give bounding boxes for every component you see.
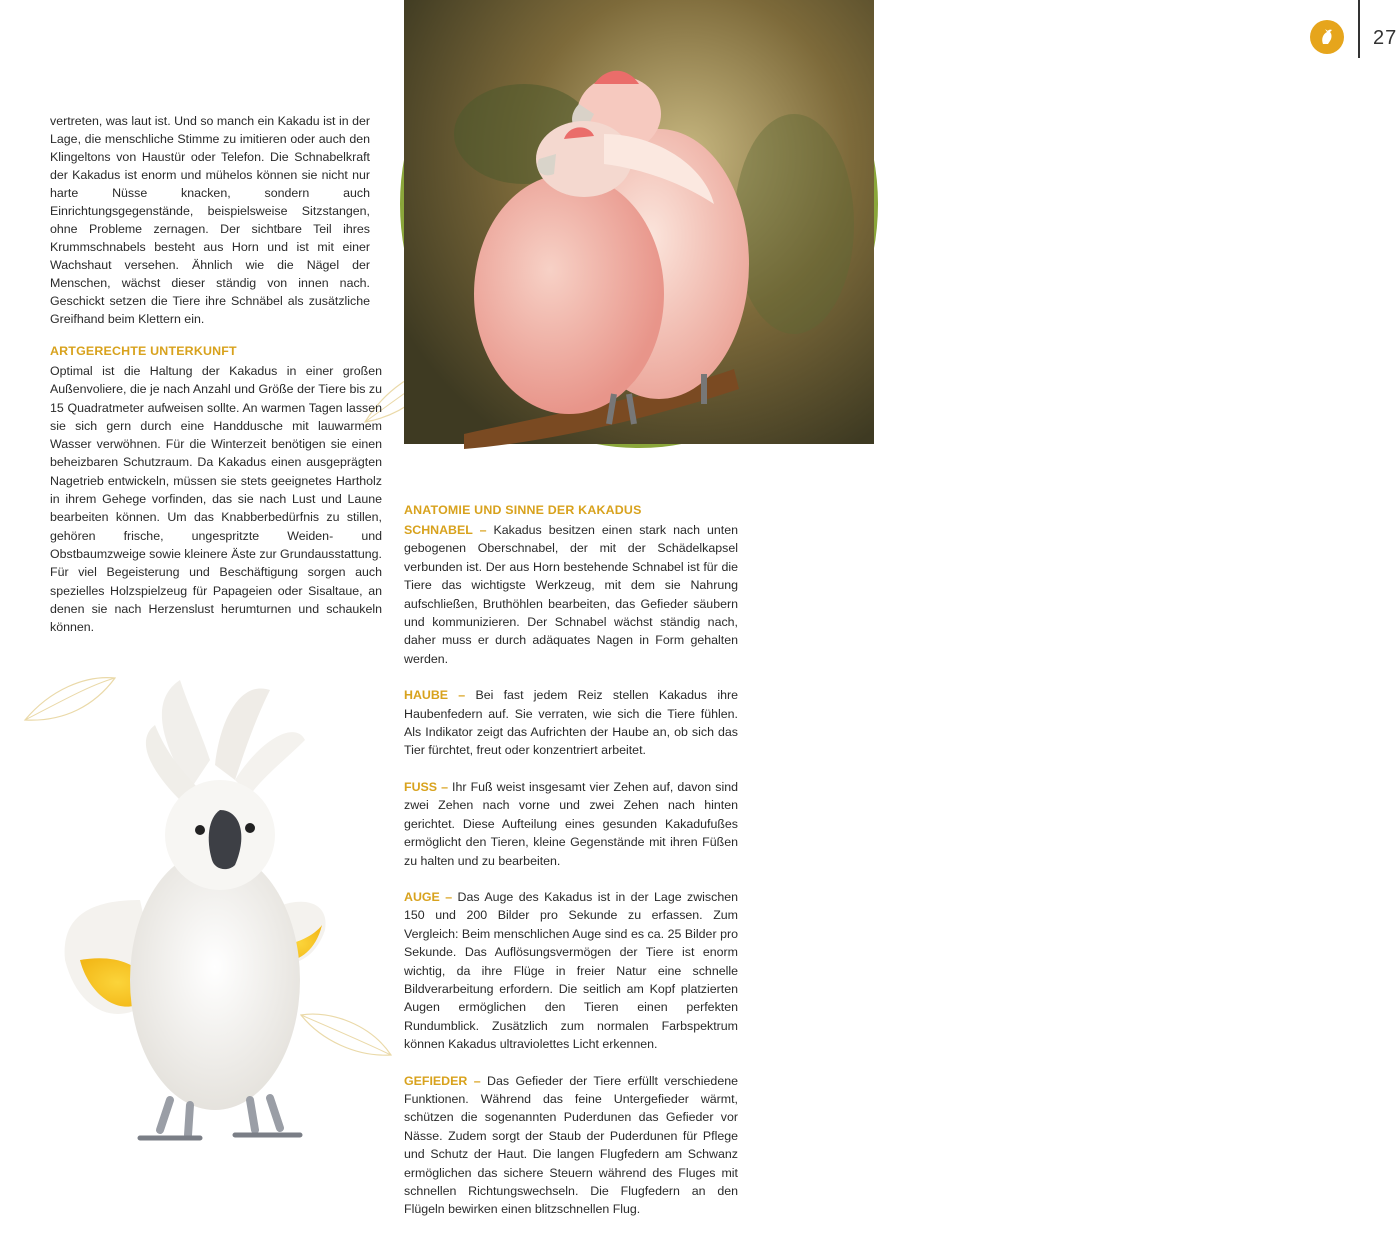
section-schnabel bbox=[404, 521, 738, 668]
page-number: 27 bbox=[1373, 27, 1397, 49]
keyword: AUGE – bbox=[404, 889, 453, 904]
keyword: GEFIEDER – bbox=[404, 1073, 481, 1088]
unterkunft-paragraph bbox=[50, 362, 382, 636]
section-haube bbox=[404, 686, 738, 760]
keyword: HAUBE – bbox=[404, 688, 466, 703]
section-fuss bbox=[404, 778, 738, 870]
section-text: Das Gefieder der Tiere erfüllt verschiedene Funktionen. Während das feine Untergefieder wärmt, schützen die sogenannten Puderdunen das Gefieder vor Nässe. Zudem sorgt der Staub der Puderdunen für Pflege und Schutz der Haut. Die langen Flugfedern am Schwanz ermöglichen das sichere Steuern während des Fluges mit schnellen Richtungswechseln. Die Flugfedern an den Flügeln bewirken einen blitzschnellen Flug. bbox=[404, 1073, 738, 1217]
section-auge bbox=[404, 888, 738, 1054]
anatomie-sections bbox=[404, 521, 738, 1237]
section-text: Ihr Fuß weist insgesamt vier Zehen auf, davon sind zwei Zehen nach vorne und zwei Zehen nach hinten gerichtet. Diese Aufteilung eines gesunden Kakadufußes ermöglicht den Tieren, kleine Gegenstände mit ihren Füßen zu halten und zu bearbeiten. bbox=[404, 779, 738, 868]
header-divider bbox=[1358, 0, 1360, 58]
unterkunft-text: Optimal ist die Haltung der Kakadus in einer großen Außenvoliere, die je nach Anzahl und Größe der Tiere bis zu 15 Quadratmeter aufweisen sollte. An warmen Tagen lassen sie sich gern durch eine Handdusche mit lauwarmem Wasser verwöhnen. Für die Winterzeit benötigen sie einen beheizbaren Schutzraum. Da Kakadus einen ausgeprägten Nagetrieb entwickeln, müssen sie stets geeignetes Hartholz in ihrem Gehege vorfinden, das sie nach Lust und Laune bearbeiten können. Um das Knabberbedürfnis zu stillen, gehören frische, ungespritzte Weiden- und Obstbaumzweige sowie kleinere Äste zur Grundausstattung. Für viel Begeisterung und Beschäftigung sorgen auch spezielles Holzspielzeug für Papageien oder Sisaltaue, an denen sie nach Herzenslust herumturnen und schaukeln können. bbox=[50, 364, 382, 635]
heading-anatomie-und-sinne: ANATOMIE UND SINNE DER KAKADUS bbox=[404, 503, 642, 517]
section-text: Kakadus besitzen einen stark nach unten gebogenen Oberschnabel, der mit der Schädelkapsel verbunden ist. Der aus Horn bestehende Schnabel ist für die Tiere das wichtigste Werkzeug, mit dem sie Nahrung aufschließen, Bruthöhlen bearbeiten, das Gefieder säubern und kommunizieren. Der Schnabel wächst ständig nach, daher muss er durch adäquates Nagen in Form gehalten werden. bbox=[404, 523, 738, 666]
keyword: SCHNABEL – bbox=[404, 523, 487, 537]
pink-cockatoos-photo bbox=[400, 0, 878, 448]
intro-paragraph bbox=[50, 112, 370, 328]
white-cockatoo-photo bbox=[40, 660, 380, 1170]
section-text: Bei fast jedem Reiz stellen Kakadus ihre Haubenfedern auf. Sie verraten, wie sich die Tiere fühlen. Als Indikator zeigt das Aufrichten der Haube an, ob sich das Tier fürchtet, freut oder konzentriert arbeitet. bbox=[404, 688, 739, 758]
keyword: FUSS – bbox=[404, 779, 448, 794]
cockatoo-icon bbox=[1310, 20, 1344, 54]
section-text: Das Auge des Kakadus ist in der Lage zwischen 150 und 200 Bilder pro Sekunde zu erfassen. Zum Vergleich: Beim menschlichen Auge sind es ca. 25 Bilder pro Sekunde. Das Auflösungsvermögen der Tiere ist enorm wichtig, da ihre Flüge in freier Natur eine schnelle Bildverarbeitung erfordern. Die seitlich am Kopf platzierten Augen ermöglichen den Tieren einen perfekten Rundumblick. Zusätzlich zum normalen Farbspektrum können Kakadus ultraviolettes Licht erkennen. bbox=[404, 889, 738, 1052]
intro-text: vertreten, was laut ist. Und so manch ein Kakadu ist in der Lage, die menschliche Stimme zu imitieren oder auch den Klingeltons von Haustür oder Telefon. Die Schnabelkraft der Kakadus ist enorm und mühelos können sie nicht nur harte Nüsse knacken, sondern auch Einrichtungsgegenstände, beispielsweise Sitzstangen, ohne Probleme zernagen. Der sichtbare Teil ihres Krummschnabels besteht aus Horn und ist mit einer Wachshaut versehen. Ähnlich wie die Nägel der Menschen, wächst dieser ständig von innen nach. Geschickt setzen die Tiere ihre Schnäbel als zusätzliche Greifhand beim Klettern ein. bbox=[50, 114, 370, 326]
section-gefieder bbox=[404, 1072, 738, 1219]
heading-artgerechte-unterkunft: ARTGERECHTE UNTERKUNFT bbox=[50, 344, 237, 358]
